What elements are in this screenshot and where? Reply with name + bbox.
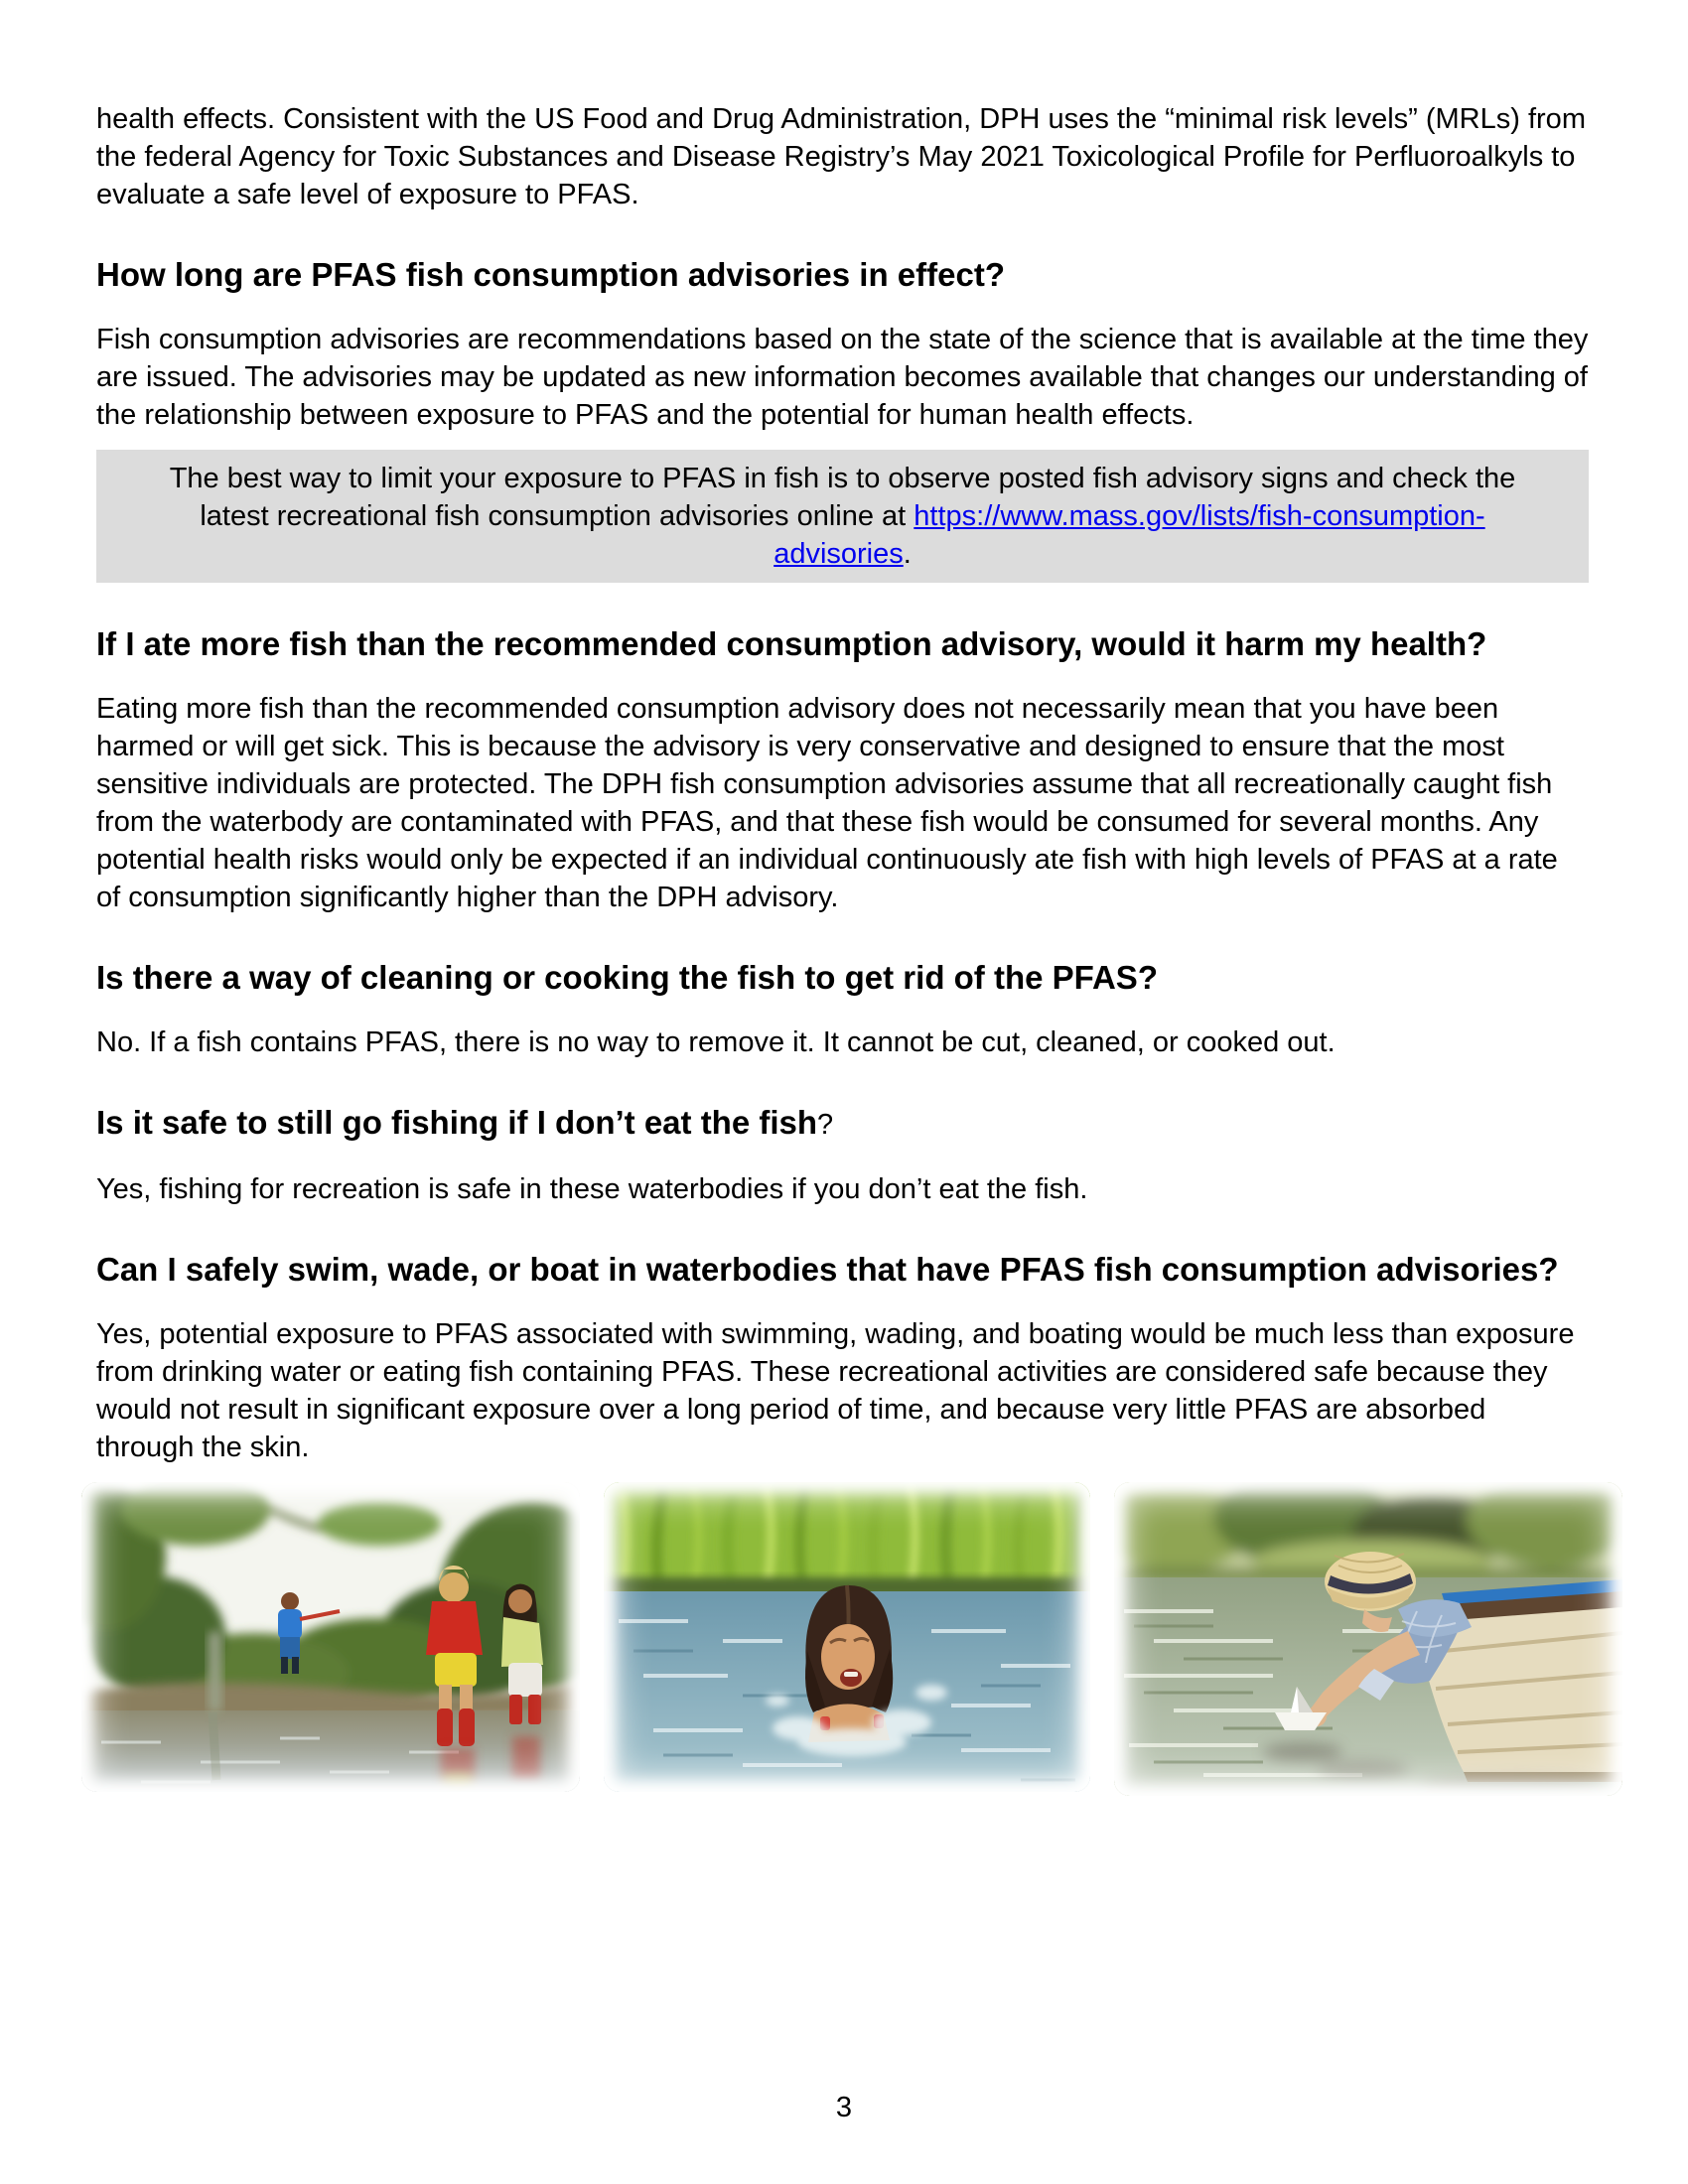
fish-consumption-advisories-link[interactable]: https://www.mass.gov/lists/fish-consumption-advisories [774, 500, 1485, 570]
girl-swimming-illustration [604, 1482, 1090, 1792]
page-number: 3 [835, 2092, 853, 2123]
advisory-callout-box [96, 450, 1589, 583]
callout-text-after: . [903, 538, 912, 570]
boy-paper-boat-illustration [1114, 1482, 1622, 1796]
section-heading-cleaning-cooking: Is there a way of cleaning or cooking the fish to get rid of the PFAS? [96, 959, 1158, 996]
section-heading-safe-fishing: Is it safe to still go fishing if I don’t eat the fish? [96, 1104, 834, 1141]
boy-paper-boat-photo [1114, 1482, 1622, 1796]
section-heading-swim-wade-boat: Can I safely swim, wade, or boat in waterbodies that have PFAS fish consumption advisories? [96, 1251, 1559, 1288]
photos-row [81, 1482, 1589, 1796]
section-heading-ate-more-fish: If I ate more fish than the recommended consumption advisory, would it harm my health? [96, 625, 1487, 662]
callout-text-before: The best way to limit your exposure to PFAS in fish is to observe posted fish advisory signs and check the latest recreational fish consumption advisories online at [169, 463, 1516, 532]
intro-paragraph: health effects. Consistent with the US Food and Drug Administration, DPH uses the “minimal risk levels” (MRLs) from the federal Agency for Toxic Substances and Disease Registry’s May 2021 Toxicological Profile for Perfluoroalkyls to evaluate a safe level of exposure to PFAS. [96, 103, 1586, 210]
children-wading-stream-photo [81, 1482, 580, 1792]
girl-swimming-lake-photo [604, 1482, 1090, 1792]
section-body-advisories-duration: Fish consumption advisories are recommendations based on the state of the science that is available at the time they are issued. The advisories may be updated as new information becomes available that changes our understanding of the relationship between exposure to PFAS and the potential for human health effects. [96, 324, 1589, 431]
children-wading-illustration [81, 1482, 580, 1792]
section-body-swim-wade-boat: Yes, potential exposure to PFAS associated with swimming, wading, and boating would be much less than exposure from drinking water or eating fish containing PFAS. These recreational activities are considered safe because they would not result in significant exposure over a long period of time, and because very little PFAS are absorbed through the skin. [96, 1318, 1575, 1463]
question-mark-regular: ? [817, 1109, 834, 1141]
section-body-safe-fishing: Yes, fishing for recreation is safe in these waterbodies if you don’t eat the fish. [96, 1173, 1088, 1205]
section-body-cleaning-cooking: No. If a fish contains PFAS, there is no way to remove it. It cannot be cut, cleaned, or cooked out. [96, 1026, 1336, 1058]
section-heading-advisories-duration: How long are PFAS fish consumption advisories in effect? [96, 256, 1005, 293]
section-body-ate-more-fish: Eating more fish than the recommended consumption advisory does not necessarily mean that you have been harmed or will get sick. This is because the advisory is very conservative and designed to ensure that the most sensitive individuals are protected. The DPH fish consumption advisories assume that all recreationally caught fish from the waterbody are contaminated with PFAS, and that these fish would be consumed for several months. Any potential health risks would only be expected if an individual continuously ate fish with high levels of PFAS at a rate of consumption significantly higher than the DPH advisory. [96, 693, 1558, 913]
